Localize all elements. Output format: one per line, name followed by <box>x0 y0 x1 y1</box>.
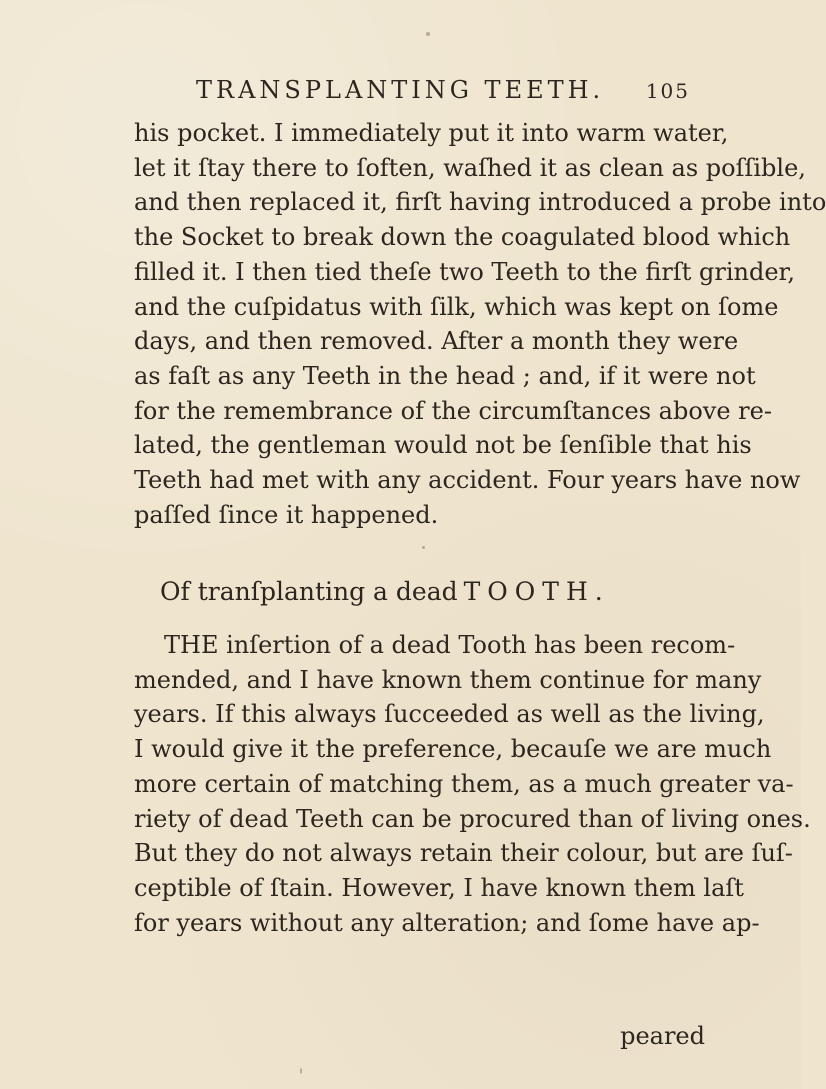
text-line: as faſt as any Teeth in the head ; and, if it were not <box>134 361 756 390</box>
page-header <box>196 75 690 107</box>
running-head: TRANSPLANTING TEETH. <box>196 76 605 104</box>
text-line: THE inſertion of a dead Tooth has been recom- <box>164 631 736 659</box>
section-heading-text: Of tranſplanting a dead <box>160 577 458 606</box>
text-line: years. If this always ſucceeded as well as the living, <box>134 700 765 729</box>
text-line: I would give it the preference, becauſe we are much <box>134 735 772 764</box>
section-heading <box>160 576 610 608</box>
text-line: filled it. I then tied theſe two Teeth to the firſt grinder, <box>134 257 796 286</box>
section-heading-emphasis: TOOTH. <box>463 577 610 606</box>
catchword: peared <box>620 1022 705 1050</box>
text-line: Teeth had met with any accident. Four years have now <box>134 466 801 495</box>
text-line: riety of dead Teeth can be procured than of living ones. <box>134 804 811 833</box>
text-line: the Socket to break down the coagulated blood which <box>134 223 791 252</box>
text-line: paſſed ſince it happened. <box>134 500 439 529</box>
text-line: But they do not always retain their colour, but are ſuſ- <box>134 839 793 868</box>
text-line: and the cuſpidatus with ſilk, which was kept on ſome <box>134 292 779 321</box>
text-line: and then replaced it, firſt having introduced a probe into <box>134 188 826 217</box>
text-line: more certain of matching them, as a much greater va- <box>134 769 794 798</box>
paper-speck <box>300 1068 302 1074</box>
text-line: mended, and I have known them continue for many <box>134 665 762 694</box>
text-line: lated, the gentleman would not be ſenſible that his <box>134 431 752 460</box>
text-line: let it ſtay there to ſoften, waſhed it as clean as poſſible, <box>134 153 806 182</box>
text-line: ceptible of ſtain. However, I have known them laſt <box>134 873 744 902</box>
paper-speck <box>422 546 425 549</box>
text-line: his pocket. I immediately put it into warm water, <box>134 119 729 147</box>
text-line: for years without any alteration; and ſome have ap- <box>134 908 760 937</box>
text-line: for the remembrance of the circumſtances above re- <box>134 396 772 425</box>
paper-speck <box>426 32 430 36</box>
paragraph-2 <box>134 628 811 940</box>
text-line: days, and then removed. After a month they were <box>134 327 739 356</box>
page-number: 105 <box>645 79 690 103</box>
paragraph-1 <box>134 116 826 532</box>
